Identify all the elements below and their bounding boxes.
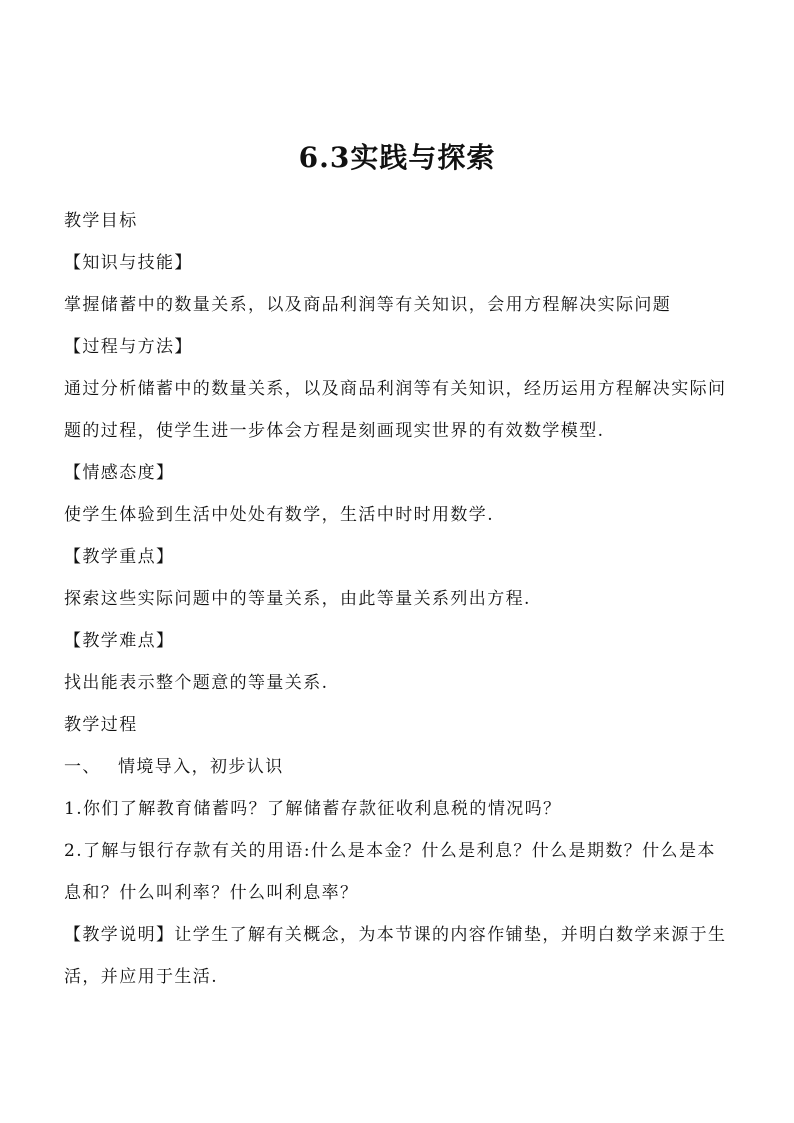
key-point-text: 探索这些实际问题中的等量关系，由此等量关系列出方程. [64, 589, 531, 609]
emotion-text: 使学生体验到生活中处处有数学，生活中时时用数学. [64, 505, 495, 525]
step-1-number: 一、 [64, 757, 101, 777]
process-text-line-2: 题的过程，使学生进一步体会方程是刻画现实世界的有效数学模型. [64, 421, 605, 441]
teaching-note-line-2: 活，并应用于生活. [64, 967, 219, 987]
document-title: 6.3实践与探索 [298, 141, 496, 174]
procedure-heading: 教学过程 [64, 715, 138, 735]
question-2-line-2: 息和？什么叫利率？什么叫利息率？ [64, 883, 359, 903]
step-1-item [64, 746, 744, 788]
difficulty-heading: 【教学难点】 [64, 631, 175, 651]
emotion-heading: 【情感态度】 [64, 463, 175, 483]
teaching-note-line-1: 【教学说明】让学生了解有关概念，为本节课的内容作铺垫，并明白数学来源于生 [64, 925, 727, 945]
process-heading: 【过程与方法】 [64, 337, 193, 357]
objectives-heading: 教学目标 [64, 211, 138, 231]
difficulty-text: 找出能表示整个题意的等量关系. [64, 673, 329, 693]
document-body [64, 200, 744, 998]
step-1-text: 情境导入，初步认识 [118, 757, 284, 777]
knowledge-text: 掌握储蓄中的数量关系，以及商品利润等有关知识，会用方程解决实际问题 [64, 295, 672, 315]
question-1: 1.你们了解教育储蓄吗？了解储蓄存款征收利息税的情况吗？ [64, 799, 562, 819]
question-2-line-1: 2.了解与银行存款有关的用语:什么是本金？什么是利息？什么是期数？什么是本 [64, 841, 716, 861]
knowledge-heading: 【知识与技能】 [64, 253, 193, 273]
key-point-heading: 【教学重点】 [64, 547, 175, 567]
process-text-line-1: 通过分析储蓄中的数量关系，以及商品利润等有关知识，经历运用方程解决实际问 [64, 379, 727, 399]
